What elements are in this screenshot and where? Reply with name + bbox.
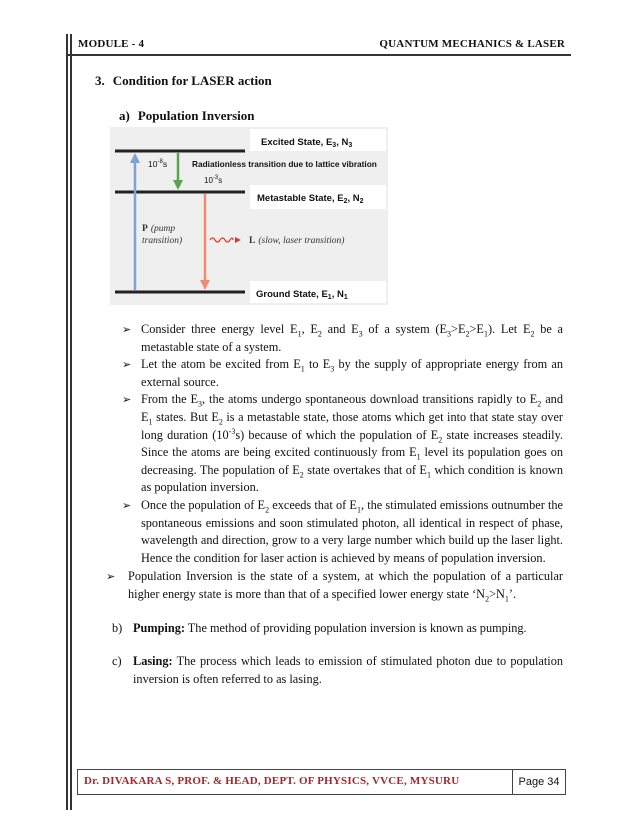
subscript: 3 xyxy=(358,329,363,339)
subsection-a-letter: a) xyxy=(119,108,130,123)
subscript: 2 xyxy=(218,417,223,427)
text-run: >E xyxy=(451,322,466,336)
subsection-c-letter: c) xyxy=(112,654,122,668)
subsection-b-text xyxy=(112,620,563,638)
text-run: and E xyxy=(321,322,359,336)
excited-state-label: Excited State, $E_3$, $N_3$ xyxy=(261,137,353,149)
subscript: 1 xyxy=(426,470,431,480)
page-number: Page 34 xyxy=(512,770,565,794)
subscript: 2 xyxy=(299,470,304,480)
subsection-a-heading xyxy=(119,108,255,124)
subscript: 2 xyxy=(485,594,490,604)
text-run: , the atoms undergo spontaneous download transitions rapidly to E xyxy=(202,392,538,407)
footer xyxy=(77,769,566,795)
text-run: of a system (E xyxy=(362,322,448,336)
subscript: 1 xyxy=(297,329,302,339)
text-run: ’. xyxy=(508,586,517,601)
subscript: 2 xyxy=(537,399,542,409)
text-run: s) because of which the population of E xyxy=(235,427,439,442)
subscript: 2 xyxy=(438,435,443,445)
text-run: states. But E xyxy=(152,409,219,424)
section-heading xyxy=(95,73,272,89)
left-margin-line-inner xyxy=(70,34,72,810)
pump-label: P (pump xyxy=(142,224,176,234)
text-run: exceeds that of E xyxy=(269,497,357,512)
subscript: 1 xyxy=(483,329,488,339)
subsection-c-text xyxy=(112,653,563,688)
text-run: state overtakes that of E xyxy=(303,462,427,477)
subsection-b-letter: b) xyxy=(112,621,123,635)
text-run: by the supply of appropriate energy from an external source. xyxy=(141,357,564,389)
text-run: and E xyxy=(141,392,563,424)
subscript: 2 xyxy=(317,329,322,339)
bullet-arrow-icon: ➢ xyxy=(106,570,116,583)
subsection-c xyxy=(112,653,563,688)
text-run: >N xyxy=(489,586,505,601)
bullet-list xyxy=(122,321,563,567)
bullet-item xyxy=(122,356,563,391)
laser-label: L (slow, laser transition) xyxy=(249,236,345,246)
section-number: 3. xyxy=(95,73,105,88)
pump-label-line2: transition) xyxy=(142,236,183,246)
energy-level-diagram xyxy=(110,127,388,305)
text-run: Population Inversion is the state of a system, at which the population of a particular higher energy state is more than that of a specified lower energy state ‘N xyxy=(128,569,563,601)
subsection-b xyxy=(112,620,563,638)
text-run: Once the population of E xyxy=(141,497,266,512)
footer-author: Dr. DIVAKARA S, PROF. & HEAD, DEPT. OF PHYSICS, VVCE, MYSURU xyxy=(84,775,460,787)
text-run: , the stimulated emissions outnumber the spontaneous emissions and soon stimulated photon, all identical in respect of phase, wavelength and direction, grow to a very large number which build up the laser light. Hence the condition for laser action is achieved by means of population inversion. xyxy=(141,497,564,565)
subsection-c-term: Lasing: xyxy=(133,654,173,668)
metastable-state-label: Metastable State, $E_2$, $N_2$ xyxy=(257,193,364,205)
header-title: QUANTUM MECHANICS & LASER xyxy=(379,38,565,50)
subscript: 3 xyxy=(447,329,452,339)
text-run: state increases steadily. Since the atoms are being excited continuously from E xyxy=(141,427,563,460)
outer-bullet-text xyxy=(106,568,563,603)
text-run: ). Let E xyxy=(487,322,531,336)
text-run: be a metastable state of a system. xyxy=(141,322,564,354)
subscript: 3 xyxy=(198,399,203,409)
bullet-arrow-icon: ➢ xyxy=(122,323,132,336)
subsection-a-title: Population Inversion xyxy=(137,108,255,123)
radiationless-label: Radiationless transition due to lattice vibration xyxy=(192,159,377,169)
text-run: which condition is known as population inversion. xyxy=(141,462,563,495)
subscript: 1 xyxy=(300,364,305,374)
text-run: Consider three energy level E xyxy=(141,322,298,336)
time-meta-label: $10^{-3}s$ xyxy=(204,175,223,185)
bullet-arrow-icon: ➢ xyxy=(122,498,132,512)
diagram-background xyxy=(110,127,388,305)
left-margin-line-outer xyxy=(66,34,68,810)
text-run: to E xyxy=(304,357,331,372)
bullet-item xyxy=(122,391,563,497)
outer-bullet xyxy=(106,568,563,603)
subscript: 2 xyxy=(530,329,535,339)
text-run: >E xyxy=(469,322,484,336)
header-module: MODULE - 4 xyxy=(78,38,145,50)
subsection-c-body: The process which leads to emission of stimulated photon due to population inversion is often referred to as lasing. xyxy=(133,654,563,686)
header-rule xyxy=(66,54,571,56)
subscript: 2 xyxy=(265,505,270,515)
subscript: 1 xyxy=(416,452,421,462)
text-run: level its population goes on decreasing. The population of E xyxy=(141,445,563,477)
text-run: , E xyxy=(301,322,318,336)
bullet-item xyxy=(122,321,563,356)
superscript: -3 xyxy=(228,426,236,436)
ground-state-label: Ground State, $E_1$, $N_1$ xyxy=(256,289,348,301)
bullet-item xyxy=(122,497,563,567)
subscript: 1 xyxy=(148,417,153,427)
text-run: is a metastable state, those atoms which get into that state stay over long duration (10 xyxy=(141,409,563,442)
text-run: From the E xyxy=(141,392,199,407)
bullet-arrow-icon: ➢ xyxy=(122,393,132,407)
subscript: 3 xyxy=(330,364,335,374)
section-title: Condition for LASER action xyxy=(112,73,272,88)
bullet-arrow-icon: ➢ xyxy=(122,358,132,372)
subscript: 1 xyxy=(356,505,361,515)
subscript: 1 xyxy=(504,594,509,604)
time-excited-label: $10^{-8}s$ xyxy=(148,159,168,169)
subsection-b-body: The method of providing population inversion is known as pumping. xyxy=(184,621,527,635)
subsection-b-term: Pumping: xyxy=(133,621,185,635)
text-run: Let the atom be excited from E xyxy=(141,357,301,372)
subscript: 2 xyxy=(465,329,470,339)
